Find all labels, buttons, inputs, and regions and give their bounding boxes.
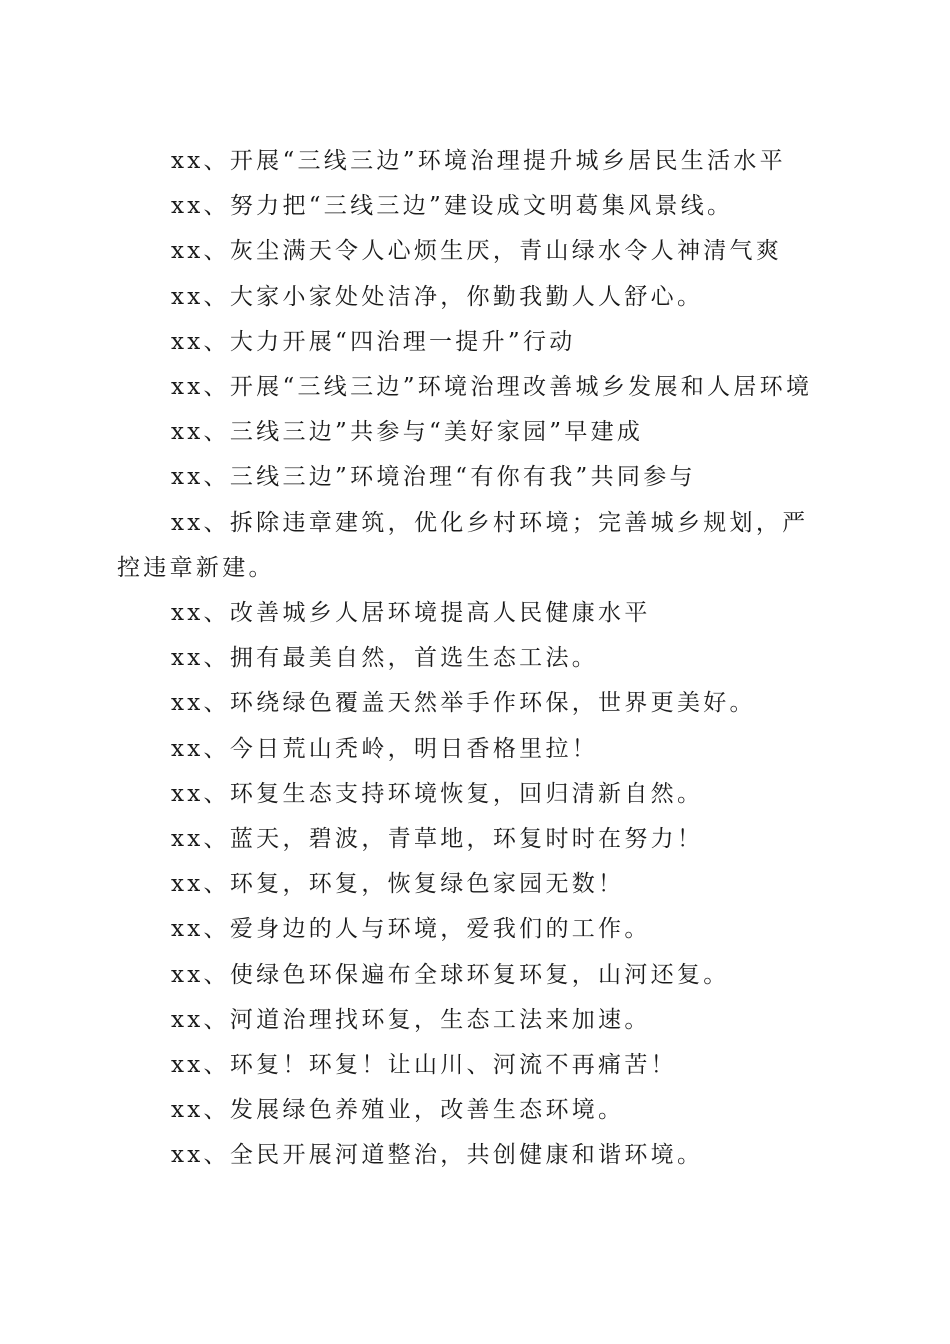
slogan-paragraph: xx、灰尘满天令人心烦生厌，青山绿水令人神清气爽 xyxy=(171,238,783,265)
slogan-paragraph: xx、三线三边”环境治理“有你有我”共同参与 xyxy=(171,464,696,491)
document-body xyxy=(117,139,833,1179)
slogan-paragraph: xx、发展绿色养殖业，改善生态环境。 xyxy=(171,1097,625,1124)
slogan-paragraph: xx、开展“三线三边”环境治理提升城乡居民生活水平 xyxy=(171,148,786,174)
slogan-paragraph: xx、努力把“三线三边”建设成文明葛集风景线。 xyxy=(171,193,734,220)
slogan-paragraph: xx、环复生态支持环境恢复，回归清新自然。 xyxy=(171,780,704,807)
slogan-paragraph: xx、开展“三线三边”环境治理改善城乡发展和人居环境 xyxy=(171,374,813,401)
slogan-paragraph: xx、今日荒山秃岭，明日香格里拉！ xyxy=(171,735,599,762)
slogan-paragraph: xx、环复，环复，恢复绿色家园无数！ xyxy=(171,871,625,898)
slogan-paragraph: xx、大家小家处处洁净，你勤我勤人人舒心。 xyxy=(171,283,704,310)
slogan-paragraph: xx、拥有最美自然，首选生态工法。 xyxy=(171,645,599,672)
slogan-paragraph: xx、拆除违章建筑，优化乡村环境；完善城乡规划，严控违章新建。 xyxy=(117,509,809,581)
slogan-paragraph: xx、环复！环复！让山川、河流不再痛苦！ xyxy=(171,1052,677,1079)
slogan-paragraph: xx、大力开展“四治理一提升”行动 xyxy=(171,328,576,355)
slogan-paragraph: xx、蓝天，碧波，青草地，环复时时在努力！ xyxy=(171,826,704,853)
slogan-paragraph: xx、爱身边的人与环境，爱我们的工作。 xyxy=(171,916,651,943)
slogan-paragraph: xx、河道治理找环复，生态工法来加速。 xyxy=(171,1006,651,1033)
slogan-paragraph: xx、使绿色环保遍布全球环复环复，山河还复。 xyxy=(171,961,730,988)
slogan-paragraph: xx、全民开展河道整治，共创健康和谐环境。 xyxy=(171,1142,704,1169)
slogan-paragraph: xx、环绕绿色覆盖天然举手作环保，世界更美好。 xyxy=(171,690,756,717)
slogan-paragraph: xx、改善城乡人居环境提高人民健康水平 xyxy=(171,600,651,627)
slogan-paragraph: xx、三线三边”共参与“美好家园”早建成 xyxy=(171,419,644,446)
